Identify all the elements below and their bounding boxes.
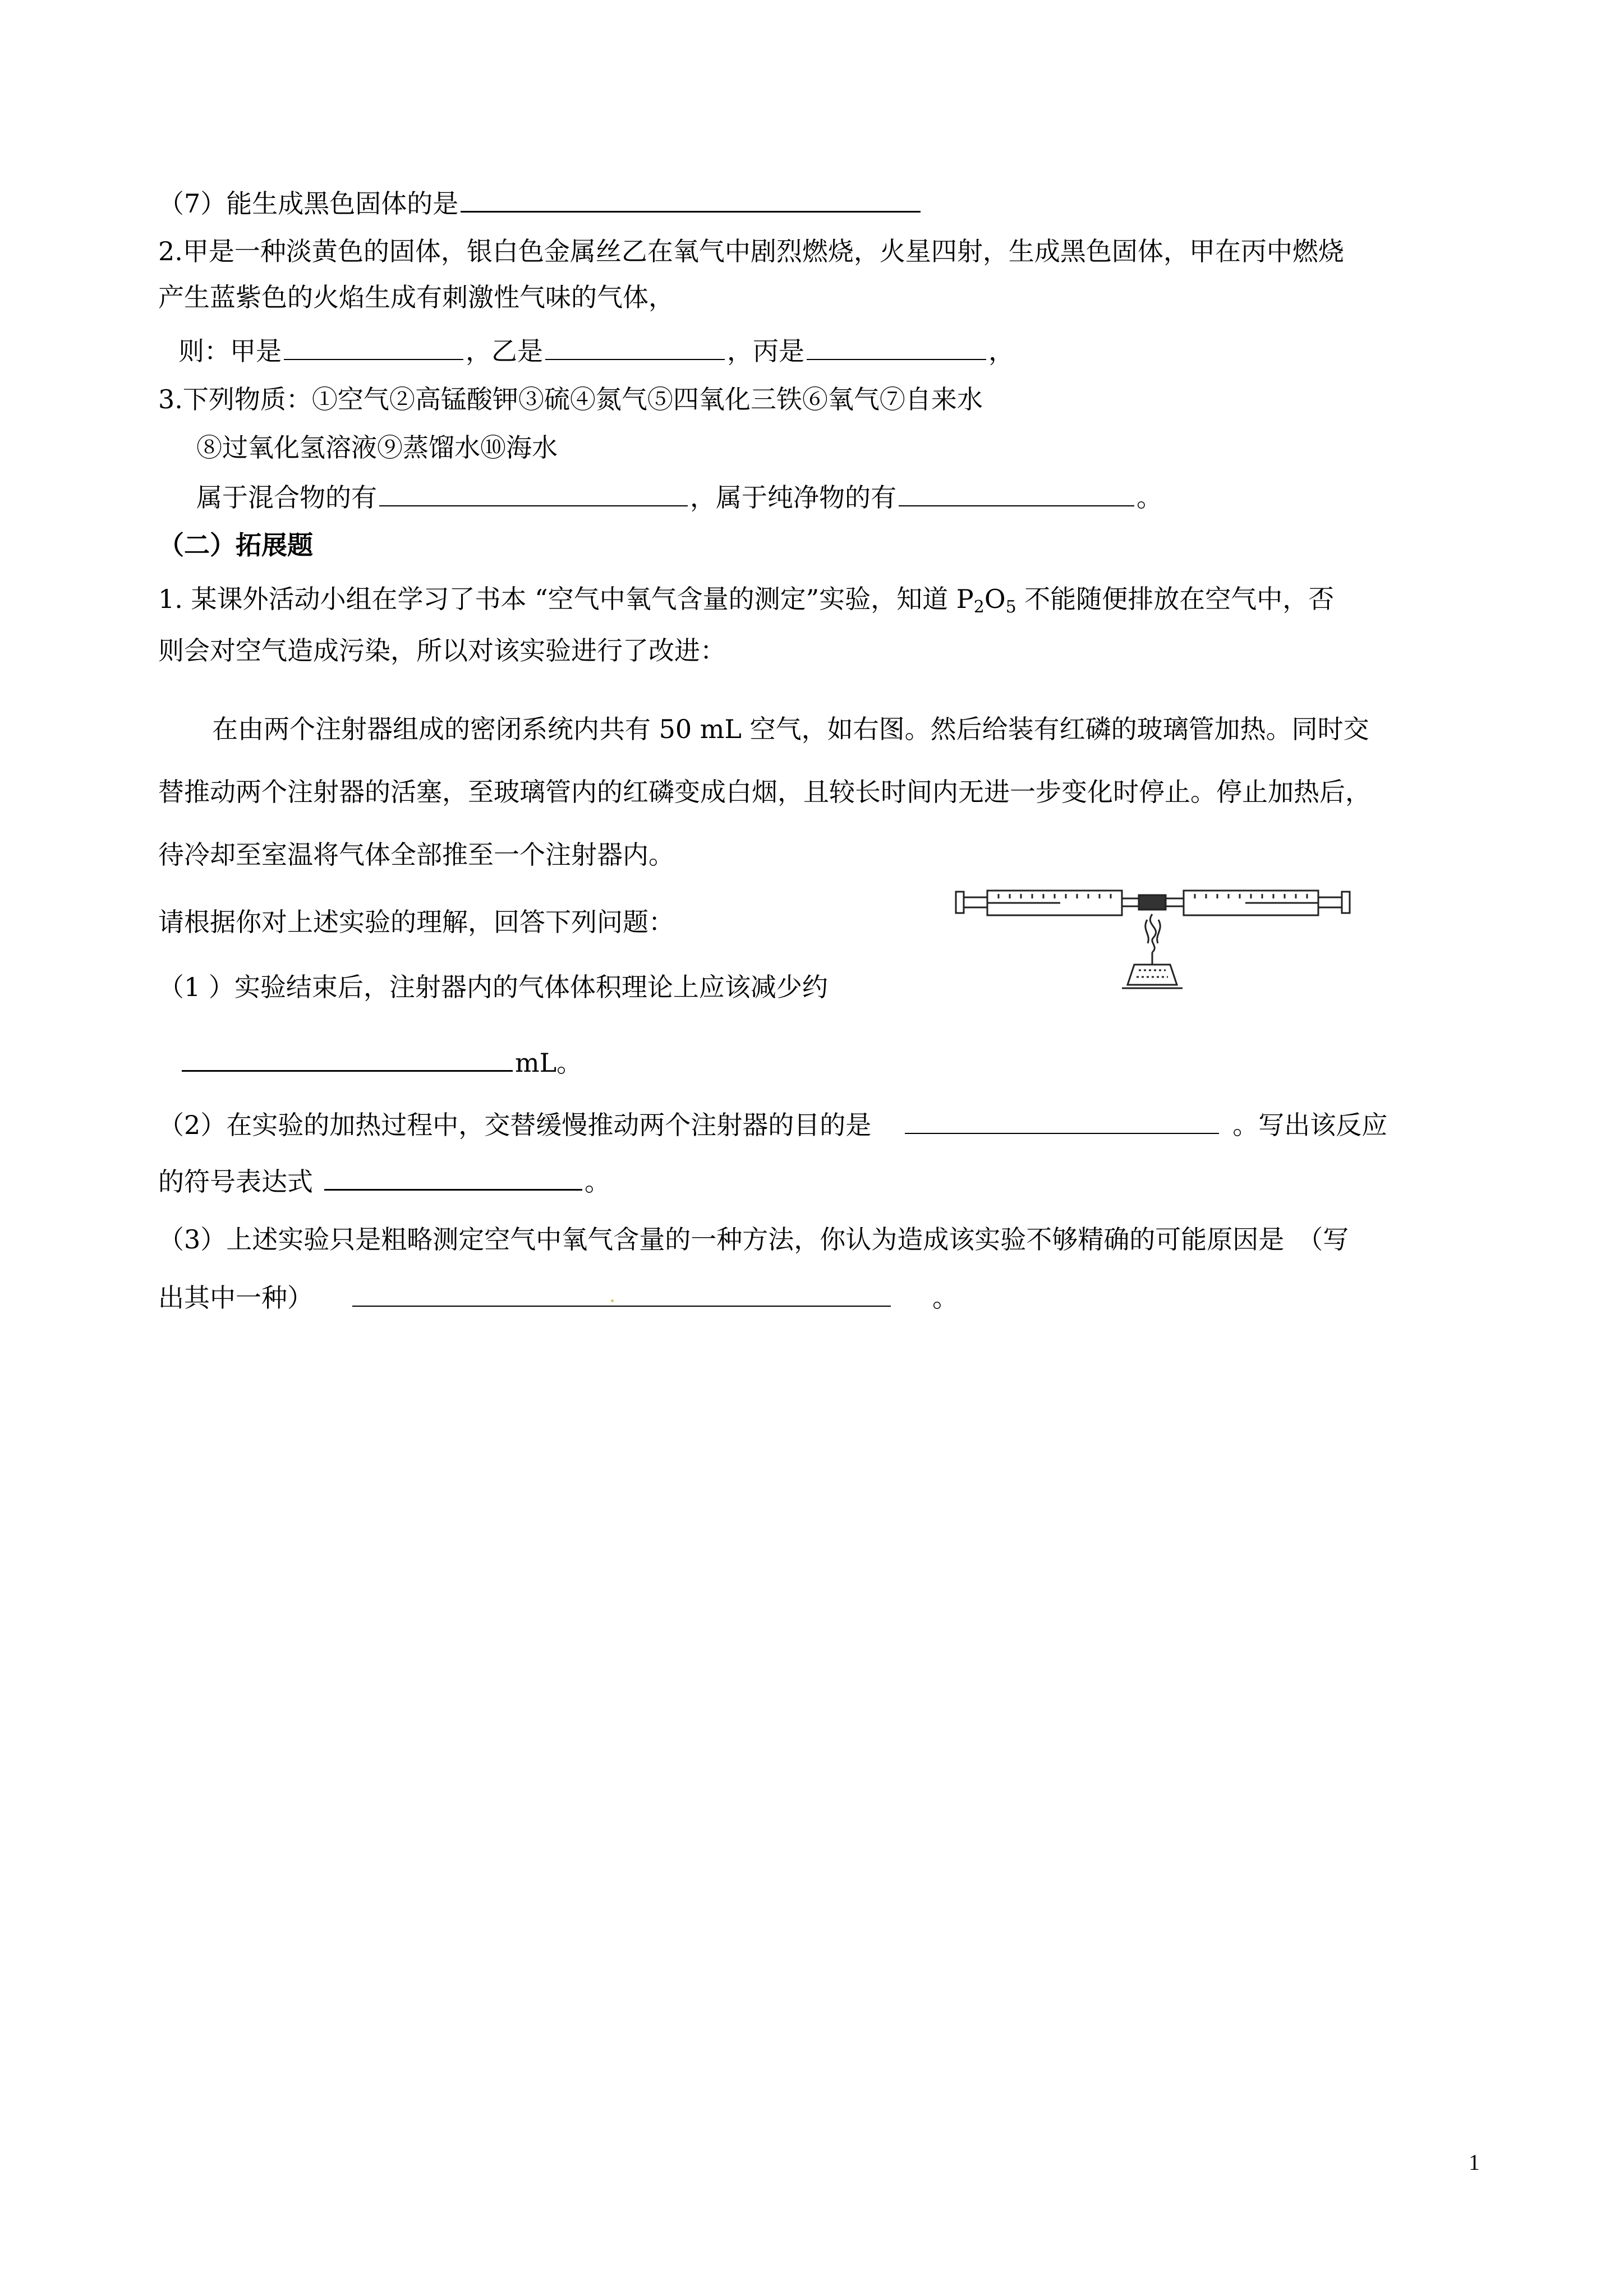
q2-bing-blank[interactable] (807, 333, 986, 360)
ext1-sub1-line (158, 970, 828, 1004)
ext1-sub2-end: 。 (585, 1167, 610, 1197)
ext1-text-1b: 不能随便排放在空气中，否 (1016, 584, 1335, 614)
ext1-para-line1 (212, 712, 1369, 746)
syringe-apparatus-figure (954, 880, 1358, 998)
section-title: （二）拓展题 (158, 530, 313, 560)
q3-mixture-blank[interactable] (379, 480, 688, 506)
ext1-para-4: 请根据你对上述实验的理解，回答下列问题： (158, 907, 674, 937)
q3-text-2: ⑧过氧化氢溶液⑨蒸馏水⑩海水 (196, 432, 558, 463)
ext1-line2 (158, 634, 726, 667)
left-syringe (956, 891, 1122, 915)
p2o5-sub-2: 2 (973, 597, 984, 617)
q2-bing-label: ，丙是 (727, 336, 804, 366)
ext1-sub2-purpose-blank[interactable] (905, 1107, 1219, 1134)
ext1-sub3-end: 。 (932, 1283, 958, 1313)
ext1-sub1-answer-line (180, 1044, 582, 1080)
ext1-sub2-text-b: 。写出该反应 (1232, 1110, 1388, 1140)
q2-yi-label: ，乙是 (466, 336, 543, 366)
q2-then-label: 则：甲是 (178, 336, 282, 366)
ext1-para-1: 在由两个注射器组成的密闭系统内共有 50 mL 空气，如右图。然后给装有红磷的玻璃管加热。同时交 (212, 714, 1369, 744)
p2o5-sub-5: 5 (1005, 597, 1016, 617)
p2o5-o: O (984, 584, 1006, 614)
ext1-sub2-line2 (158, 1163, 610, 1198)
q2-text-2: 产生蓝紫色的火焰生成有刺激性气味的气体， (158, 282, 674, 312)
ext1-para-line2 (158, 775, 1371, 809)
ext1-sub2-text-c: 的符号表达式 (158, 1167, 313, 1197)
ext1-sub3-blank[interactable] (352, 1280, 891, 1307)
ext1-para-line4 (158, 905, 674, 939)
ext1-text-1a: 1. 某课外活动小组在学习了书本 “空气中氧气含量的测定”实验，知道 P (158, 584, 974, 614)
q2-jia-blank[interactable] (284, 333, 463, 360)
ext1-sub1-unit: mL。 (515, 1048, 583, 1078)
ext1-text-2: 则会对空气造成污染，所以对该实验进行了改进： (158, 635, 726, 666)
ext1-sub3-text-a: （3）上述实验只是粗略测定空气中氧气含量的一种方法，你认为造成该实验不够精确的可能原因是 （写 (158, 1224, 1349, 1255)
q2-line2 (158, 280, 674, 314)
q2-yi-blank[interactable] (545, 333, 725, 360)
glass-tube (1122, 895, 1184, 910)
ext1-para-3: 待冷却至室温将气体全部推至一个注射器内。 (158, 840, 674, 870)
right-syringe (1184, 891, 1350, 915)
q7-answer-blank[interactable] (461, 185, 921, 213)
ext1-sub2-line1 (158, 1107, 1387, 1142)
q7-text: （7）能生成黑色固体的是 (158, 188, 459, 219)
q3-end-mark: 。 (1137, 482, 1162, 513)
q3-line2 (196, 431, 558, 464)
ext1-sub2-equation-blank[interactable] (324, 1163, 582, 1191)
q3-pure-blank[interactable] (899, 480, 1134, 506)
alcohol-lamp (1122, 914, 1183, 988)
q3-line3 (196, 480, 1162, 514)
q3-text-1: 3.下列物质：①空气②高锰酸钾③硫④氮气⑤四氧化三铁⑥氧气⑦自来水 (158, 384, 983, 414)
ext1-sub3-text-b: 出其中一种） (158, 1283, 313, 1313)
ext1-para-2: 替推动两个注射器的活塞，至玻璃管内的红磷变成白烟，且较长时间内无进一步变化时停止。停止加热后， (158, 777, 1371, 807)
ext1-sub2-text-a: （2）在实验的加热过程中，交替缓慢推动两个注射器的目的是 (158, 1110, 872, 1140)
q2-end-mark: ， (988, 336, 1014, 366)
ext1-sub3-line1 (158, 1223, 1349, 1256)
ext1-sub3-line2 (158, 1280, 958, 1315)
section-heading (158, 528, 313, 562)
page-number: 1 (1469, 2150, 1480, 2175)
ext1-line1 (158, 582, 1334, 624)
ext1-sub1-text: （1 ）实验结束后，注射器内的气体体积理论上应该减少约 (158, 972, 828, 1002)
q2-line3 (178, 333, 1014, 368)
q3-mix-label: 属于混合物的有 (196, 482, 377, 513)
ext1-sub1-blank[interactable] (182, 1044, 513, 1072)
q2-text-1: 2.甲是一种淡黄色的固体，银白色金属丝乙在氧气中剧烈燃烧，火星四射，生成黑色固体，甲在丙中燃烧 (158, 236, 1344, 266)
q7-line (158, 185, 923, 220)
q2-line1 (158, 234, 1344, 268)
q3-pure-label: ，属于纯净物的有 (690, 482, 896, 513)
q3-line1 (158, 382, 983, 416)
ext1-para-line3 (158, 838, 674, 872)
